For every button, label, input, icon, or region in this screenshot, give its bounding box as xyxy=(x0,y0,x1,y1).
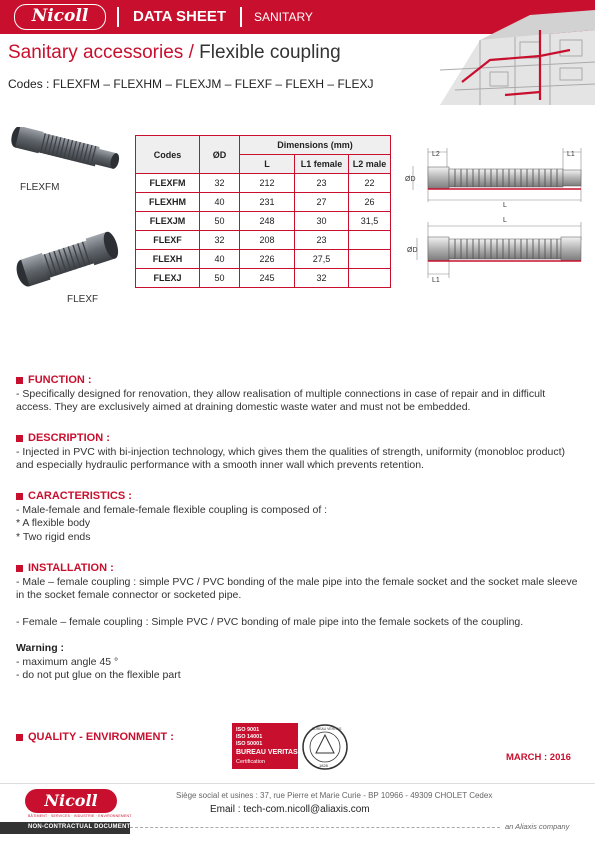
cell-od: 50 xyxy=(200,212,240,231)
footer-tagline: BÂTIMENT · SERVICES · INDUSTRIE · ENVIRONNEMENT xyxy=(28,814,132,818)
cell-code: FLEXH xyxy=(136,250,200,269)
cell-l: 245 xyxy=(240,269,295,288)
footer-nicoll-logo: Nicoll xyxy=(25,789,117,813)
dim-label-l-bottom: L xyxy=(503,217,507,224)
table-row xyxy=(136,212,391,231)
description-text: - Injected in PVC with bi-injection technology, which gives them the qualities of strength, uniformity (monobloc product) and especially hydraulic performance with a smooth inner wall which prevents retention. xyxy=(16,445,565,471)
cell-code: FLEXF xyxy=(136,231,200,250)
cell-l2 xyxy=(349,250,391,269)
table-row xyxy=(136,174,391,193)
installation-text: - Male – female coupling : simple PVC / PVC bonding of the male pipe into the female socket and the socket male sleeve in the socket female connector or socketed pipe. xyxy=(16,575,578,601)
cell-l1: 32 xyxy=(295,269,349,288)
cell-l2: 22 xyxy=(349,174,391,193)
title-sub: Flexible coupling xyxy=(199,42,341,63)
non-contractual-label: NON-CONTRACTUAL DOCUMENT xyxy=(28,824,131,830)
col-header-l2: L2 male xyxy=(349,155,391,174)
dim-label-l2: L2 xyxy=(432,151,440,158)
cell-l1: 23 xyxy=(295,231,349,250)
cell-l: 231 xyxy=(240,193,295,212)
house-illustration xyxy=(420,0,595,105)
characteristics-line: - Male-female and female-female flexible coupling is composed of : xyxy=(16,503,328,516)
product-codes: Codes : FLEXFM – FLEXHM – FLEXJM – FLEXF – FLEXH – FLEXJ xyxy=(8,77,374,91)
cell-l2 xyxy=(349,269,391,288)
cell-l: 248 xyxy=(240,212,295,231)
warning-line: - do not put glue on the flexible part xyxy=(16,669,181,681)
characteristics-heading-text: CARACTERISTICS : xyxy=(28,490,132,502)
cell-code: FLEXJ xyxy=(136,269,200,288)
cell-l1: 23 xyxy=(295,174,349,193)
page-title xyxy=(8,42,341,64)
footer-divider xyxy=(0,783,595,784)
flexfm-product-image xyxy=(7,127,125,182)
cell-l1: 27,5 xyxy=(295,250,349,269)
cell-l2 xyxy=(349,231,391,250)
flexfm-label: FLEXFM xyxy=(20,182,60,193)
cert-iso-50001: ISO 50001 xyxy=(236,741,263,747)
cell-od: 40 xyxy=(200,193,240,212)
col-header-codes: Codes xyxy=(136,136,200,174)
cell-l1: 30 xyxy=(295,212,349,231)
installation-heading-text: INSTALLATION : xyxy=(28,562,114,574)
cell-od: 40 xyxy=(200,250,240,269)
function-text: - Specifically designed for renovation, they allow realisation of multiple connections in case of repair and in difficult access. They are exclusively aimed at draining domestic waste water and must not be embedded. xyxy=(16,387,546,413)
characteristics-section xyxy=(16,490,581,544)
cert-iso-14001: ISO 14001 xyxy=(236,734,263,740)
aliaxis-label: an Aliaxis company xyxy=(505,822,570,831)
description-heading-text: DESCRIPTION : xyxy=(28,432,110,444)
bullet-square-icon xyxy=(16,565,23,572)
footer-address: Siège social et usines : 37, rue Pierre et Marie Curie - BP 10966 - 49309 CHOLET Cedex xyxy=(176,791,493,800)
dim-label-l1-bottom: L1 xyxy=(432,277,440,284)
installation-text: - Female – female coupling : Simple PVC / PVC bonding of male pipe into the female sockets of the coupling. xyxy=(16,615,524,628)
quality-heading xyxy=(16,731,174,745)
cell-l1: 27 xyxy=(295,193,349,212)
cell-od: 32 xyxy=(200,231,240,250)
cell-l: 226 xyxy=(240,250,295,269)
cell-code: FLEXJM xyxy=(136,212,200,231)
doc-category: SANITARY xyxy=(254,10,313,24)
description-heading xyxy=(16,432,581,446)
header-separator xyxy=(240,7,242,27)
doc-type: DATA SHEET xyxy=(133,8,227,25)
installation-heading xyxy=(16,562,581,576)
technical-drawing xyxy=(405,140,590,285)
characteristics-line: * A flexible body xyxy=(16,517,91,529)
bullet-square-icon xyxy=(16,493,23,500)
table-row xyxy=(136,193,391,212)
cert-year: 1828 xyxy=(319,763,328,768)
col-header-l: L xyxy=(240,155,295,174)
col-header-l1: L1 female xyxy=(295,155,349,174)
function-heading xyxy=(16,374,581,388)
header-separator xyxy=(117,7,119,27)
cell-od: 50 xyxy=(200,269,240,288)
flexf-label: FLEXF xyxy=(67,294,99,305)
cert-ring-text: BUREAU VERITAS xyxy=(312,727,342,731)
description-section xyxy=(16,432,581,473)
col-header-od: ØD xyxy=(200,136,240,174)
cert-body: BUREAU VERITAS xyxy=(236,749,298,756)
warning-line: - maximum angle 45 ° xyxy=(16,655,119,668)
installation-section xyxy=(16,562,581,683)
bureau-veritas-certification xyxy=(232,723,350,773)
cell-code: FLEXFM xyxy=(136,174,200,193)
warning-label: Warning : xyxy=(16,642,65,654)
dim-label-od-bottom: ØD xyxy=(407,247,418,254)
cert-iso-9001: ISO 9001 xyxy=(236,727,260,733)
nicoll-logo: Nicoll xyxy=(14,4,106,30)
cell-l2: 26 xyxy=(349,193,391,212)
dim-label-od: ØD xyxy=(405,176,416,183)
cell-od: 32 xyxy=(200,174,240,193)
quality-heading-text: QUALITY - ENVIRONMENT : xyxy=(28,731,174,743)
cell-l: 208 xyxy=(240,231,295,250)
bullet-square-icon xyxy=(16,377,23,384)
col-header-dimensions: Dimensions (mm) xyxy=(240,136,391,155)
cell-l: 212 xyxy=(240,174,295,193)
function-section xyxy=(16,374,581,415)
quality-section xyxy=(16,731,174,745)
flexf-product-image xyxy=(12,220,130,290)
publication-date: MARCH : 2016 xyxy=(506,752,571,763)
cell-l2: 31,5 xyxy=(349,212,391,231)
table-row xyxy=(136,231,391,250)
cert-label: Certification xyxy=(236,759,266,765)
dim-label-l1: L1 xyxy=(567,151,575,158)
cell-code: FLEXHM xyxy=(136,193,200,212)
table-row xyxy=(136,250,391,269)
dim-label-l: L xyxy=(503,202,507,209)
table-row xyxy=(136,269,391,288)
title-main: Sanitary accessories / xyxy=(8,42,194,63)
bullet-square-icon xyxy=(16,435,23,442)
function-heading-text: FUNCTION : xyxy=(28,374,92,386)
dimensions-table xyxy=(135,135,391,288)
characteristics-heading xyxy=(16,490,581,504)
bullet-square-icon xyxy=(16,734,23,741)
characteristics-line: * Two rigid ends xyxy=(16,530,91,543)
footer-dashed-line xyxy=(130,827,500,828)
footer-email[interactable]: Email : tech-com.nicoll@aliaxis.com xyxy=(210,804,370,815)
